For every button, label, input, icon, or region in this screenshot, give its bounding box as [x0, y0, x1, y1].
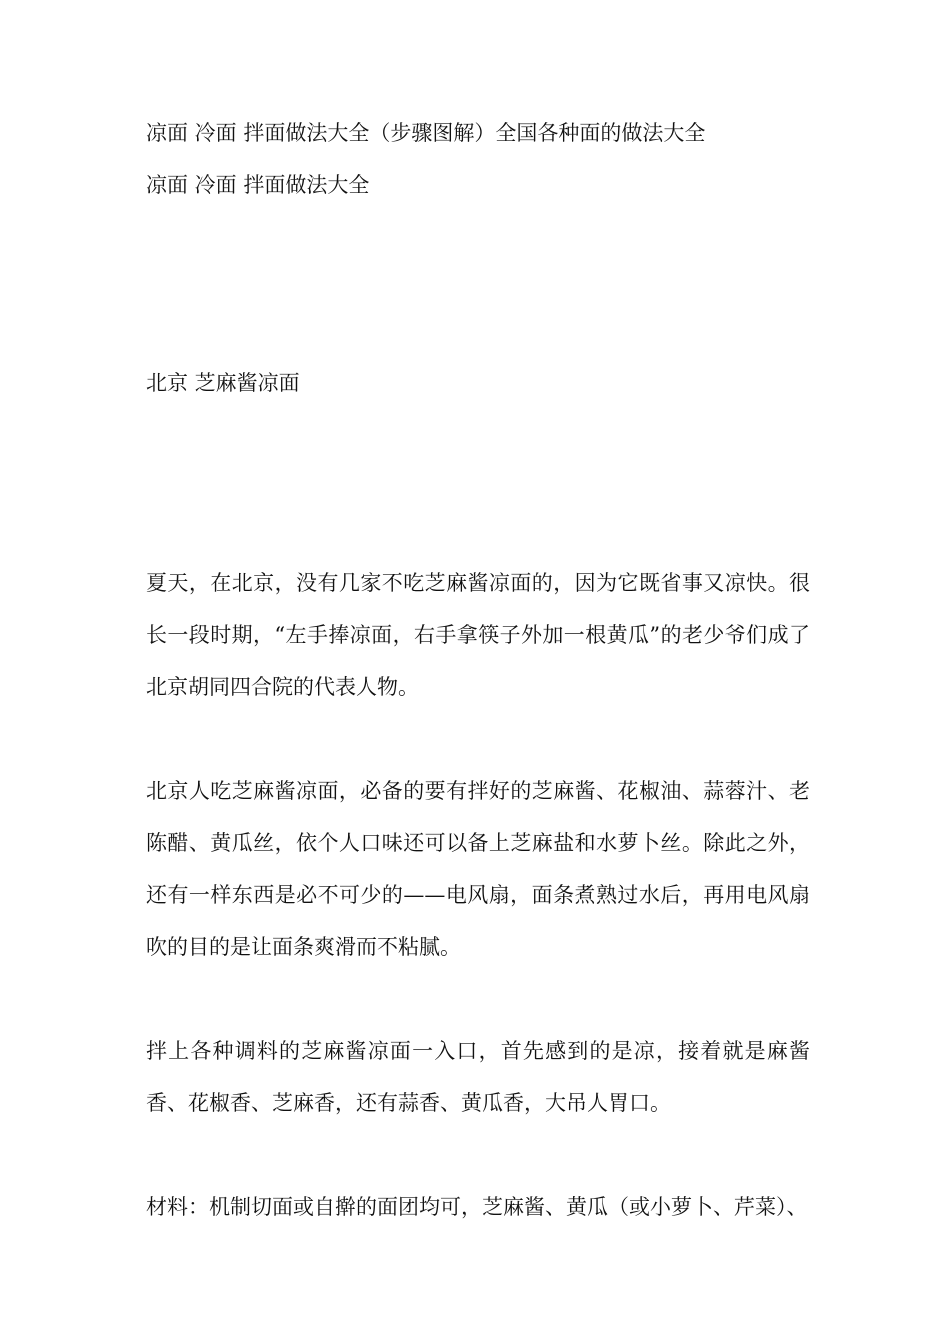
paragraph-taste: 拌上各种调料的芝麻酱凉面一入口，首先感到的是凉，接着就是麻酱香、花椒香、芝麻香，还有蒜香、黄瓜香，大吊人胃口。	[146, 1039, 810, 1115]
paragraph-ingredients-intro: 北京人吃芝麻酱凉面，必备的要有拌好的芝麻酱、花椒油、蒜蓉汁、老陈醋、黄瓜丝，依个人口味还可以备上芝麻盐和水萝卜丝。除此之外，还有一样东西是必不可少的——电风扇，面条煮熟过水后，再用电风扇吹的目的是让面条爽滑而不粘腻。	[146, 779, 810, 959]
document-title: 凉面 冷面 拌面做法大全（步骤图解）全国各种面的做法大全	[146, 121, 706, 145]
section-heading: 北京 芝麻酱凉面	[146, 371, 300, 395]
document-subtitle: 凉面 冷面 拌面做法大全	[146, 173, 370, 197]
paragraph-summer: 夏天，在北京，没有几家不吃芝麻酱凉面的，因为它既省事又凉快。很长一段时期，“左手捧凉面，右手拿筷子外加一根黄瓜”的老少爷们成了北京胡同四合院的代表人物。	[146, 571, 810, 699]
paragraph-materials: 材料：机制切面或自擀的面团均可，芝麻酱、黄瓜（或小萝卜、芹菜）、	[146, 1195, 808, 1219]
